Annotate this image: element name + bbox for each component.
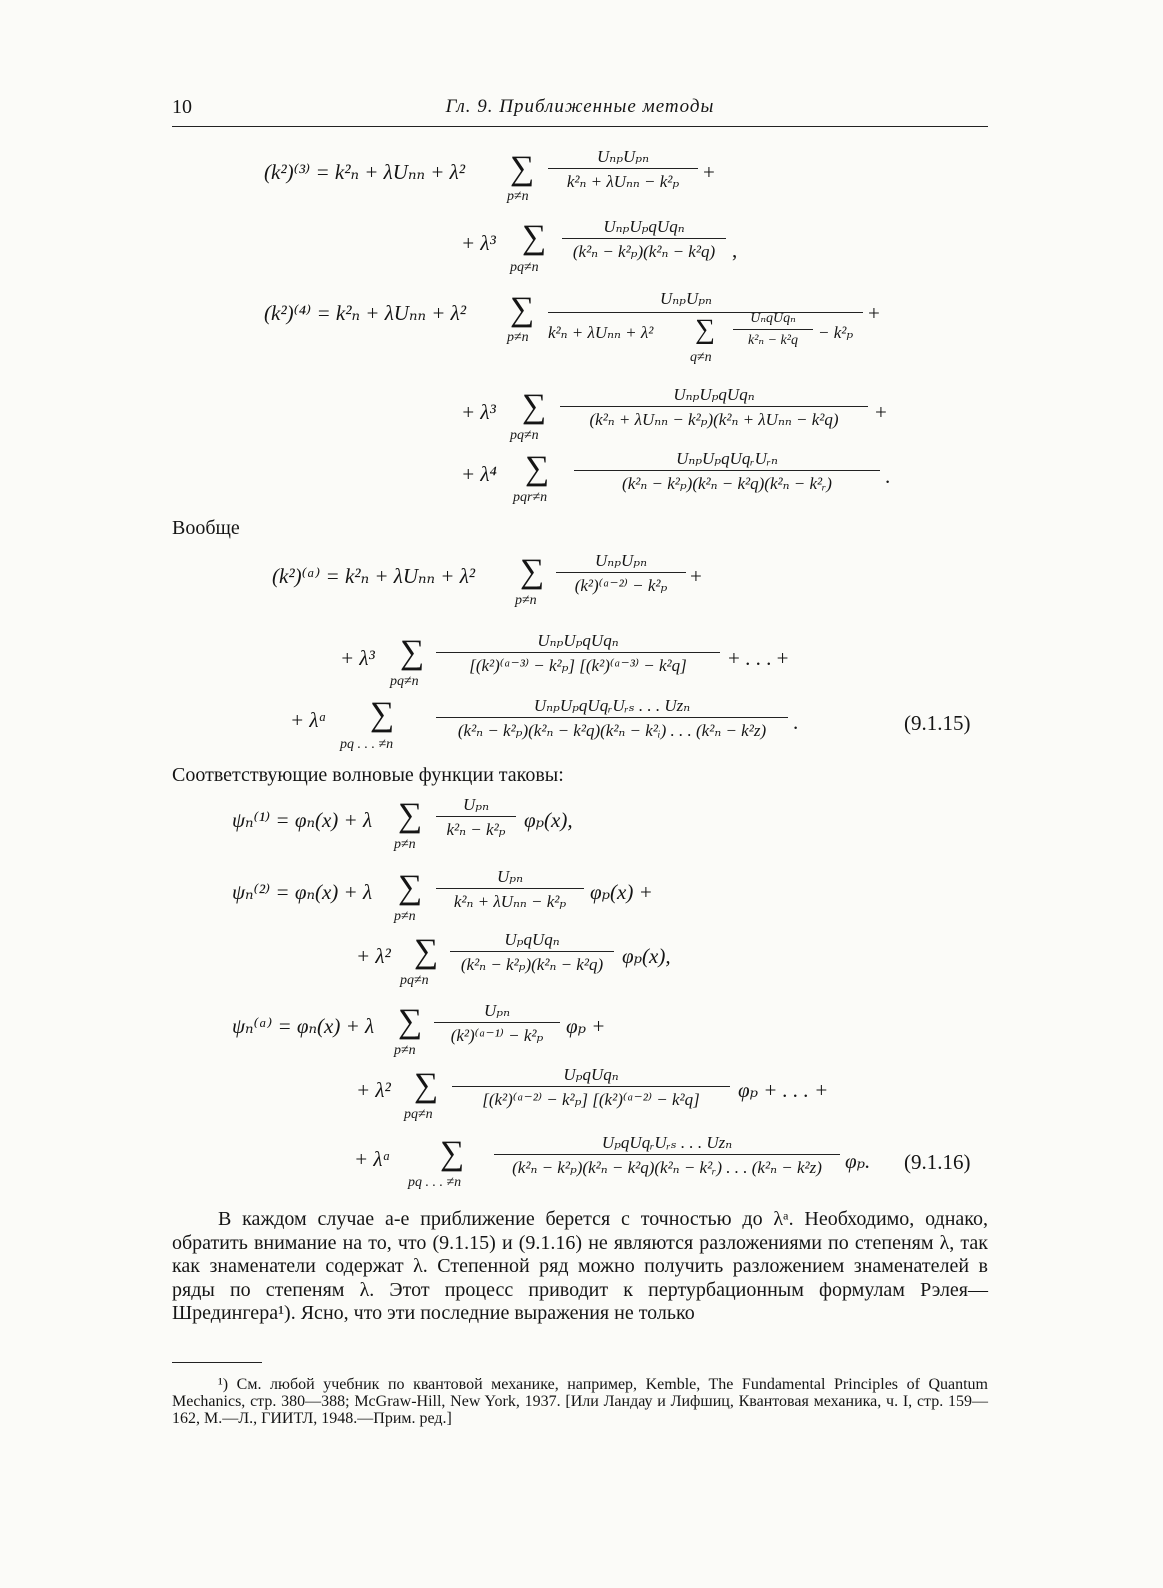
numerator: UₙₚUₚqUqᵣUᵣₙ [676,449,778,468]
denominator: (k²)⁽ᵃ⁻¹⁾ − k²ₚ [434,1022,560,1044]
sum-symbol: ∑ [370,696,395,733]
numerator: UₙₚUₚqUqₙ [673,385,755,404]
denominator: (k²ₙ − k²ₚ)(k²ₙ − k²q)(k²ₙ − k²ᵣ) [574,470,880,492]
numerator: Uₚₙ [497,867,523,886]
sum-index: pq . . . ≠n [408,1175,462,1190]
numerator: UₚqUqₙ [563,1065,619,1084]
eq-lhs: ψₙ⁽ᵃ⁾ = φₙ(x) + λ [232,1014,375,1038]
intro-word: Вообще [172,517,240,539]
equation-number: (9.1.16) [904,1150,971,1174]
numerator: UₙₚUₚqUqᵣUᵣₛ . . . Uzₙ [533,696,691,715]
denominator-part: − k²ₚ [818,323,854,342]
sum-index: p≠n [394,909,416,924]
sum-symbol: ∑ [525,450,550,487]
page-header [172,96,988,127]
denominator: (k²ₙ − k²ₚ)(k²ₙ − k²q)(k²ₙ − k²ᵣ) . . . (k²ₙ − k²z) [494,1154,840,1176]
phi-term: φₚ + [566,1014,606,1038]
sum-index: p≠n [394,837,416,852]
sum-index: pq . . . ≠n [340,737,394,752]
sum-symbol: ∑ [695,314,715,345]
numerator: UₚqUqᵣUᵣₛ . . . Uzₙ [601,1133,733,1152]
numerator: UₙₚUₚₙ [595,551,647,570]
eq-lhs: (k²)⁽³⁾ = k²ₙ + λUₙₙ + λ² [264,160,466,184]
fraction [556,552,686,594]
eq-lhs: ψₙ⁽²⁾ = φₙ(x) + λ [232,880,373,904]
sum-index: p≠n [507,330,529,345]
denominator: (k²ₙ + λUₙₙ − k²ₚ)(k²ₙ + λUₙₙ − k²q) [560,406,868,428]
denominator: (k²)⁽ᵃ⁻²⁾ − k²ₚ [556,572,686,594]
eq-lhs: ψₙ⁽¹⁾ = φₙ(x) + λ [232,808,373,832]
footnote [172,1376,988,1427]
numerator: UₙqUqₙ [750,311,796,326]
eq-lhs: (k²)⁽⁴⁾ = k²ₙ + λUₙₙ + λ² [264,301,467,325]
lambda-a: + λᵃ [290,708,327,732]
denominator: (k²ₙ − k²ₚ)(k²ₙ − k²q) [450,951,614,973]
sum-index: pq≠n [404,1107,433,1122]
running-title: Гл. 9. Приближенные методы [445,96,715,117]
denominator: k²ₙ + λUₙₙ − k²ₚ [548,168,698,190]
fraction [436,796,516,838]
numerator: Uₚₙ [463,795,489,814]
fraction [436,632,720,674]
sum-symbol: ∑ [440,1135,465,1172]
ellipsis: + . . . + [728,646,789,670]
sum-index: p≠n [394,1043,416,1058]
sum-index: pq≠n [390,674,419,689]
lambda-fourth: + λ⁴ [461,462,497,486]
inner-fraction [733,312,813,348]
phi-term: φₚ(x) + [590,880,653,904]
lambda-squared: + λ² [356,944,391,968]
numerator: Uₚₙ [484,1001,510,1020]
sum-symbol: ∑ [520,553,545,590]
fraction [434,1002,560,1044]
fraction [436,697,788,739]
fraction [450,931,614,973]
sum-index: pq≠n [510,260,539,275]
page-number: 10 [172,96,192,118]
sum-symbol: ∑ [522,219,547,256]
plus-sign: + [690,564,702,588]
numerator: UₙₚUₚqUqₙ [603,217,685,236]
lambda-cubed: + λ³ [461,231,496,255]
denominator: k²ₙ − k²q [733,329,813,348]
sum-symbol: ∑ [398,1003,423,1040]
lambda-a: + λᵃ [354,1147,391,1171]
sum-index: pqr≠n [513,490,548,505]
phi-term: φₚ. [845,1149,871,1173]
footnote-rule [172,1362,262,1363]
numerator: UₙₚUₚₙ [660,289,712,308]
sum-symbol: ∑ [510,150,535,187]
fraction [562,218,726,260]
sum-symbol: ∑ [398,797,423,834]
denominator: k²ₙ − k²ₚ [436,816,516,838]
period: . [793,710,799,734]
fraction-bar [548,312,863,313]
footnote-text: ¹) См. любой учебник по квантовой механике, например, Kemble, The Fundamental Principles of Quantum Mechanics, стр. 380—388; McGraw-Hill, New York, 1937. [Или Ландау и Лифшиц, Квантовая механика, ч. I, стр. 159—162, М.—Л., ГИИТЛ, 1948.—Прим. ред.] [172,1376,988,1427]
numerator: UₙₚUₚqUqₙ [537,631,619,650]
denominator: [(k²)⁽ᵃ⁻²⁾ − k²ₚ] [(k²)⁽ᵃ⁻²⁾ − k²q] [452,1086,730,1108]
sum-index: pq≠n [510,428,539,443]
sum-index: pq≠n [400,973,429,988]
wavefunctions-intro: Соответствующие волновые функции таковы: [172,764,564,786]
equation-number: (9.1.15) [904,711,971,735]
sum-symbol: ∑ [398,869,423,906]
phi-term: φₚ + . . . + [738,1078,829,1102]
denominator: k²ₙ + λUₙₙ − k²ₚ [436,888,584,910]
plus-sign: + [703,160,715,184]
comma: , [732,238,738,262]
denominator: [(k²)⁽ᵃ⁻³⁾ − k²ₚ] [(k²)⁽ᵃ⁻³⁾ − k²q] [436,652,720,674]
sum-index: p≠n [515,593,537,608]
denominator-part: k²ₙ + λUₙₙ + λ² [548,323,654,342]
sum-symbol: ∑ [414,933,439,970]
lambda-cubed: + λ³ [340,646,375,670]
sum-index: p≠n [507,189,529,204]
period: . [885,464,891,488]
fraction [560,386,868,428]
lambda-squared: + λ² [356,1078,391,1102]
lambda-cubed: + λ³ [461,400,496,424]
fraction [548,148,698,190]
plus-sign: + [875,400,887,424]
sum-symbol: ∑ [510,291,535,328]
denominator: (k²ₙ − k²ₚ)(k²ₙ − k²q)(k²ₙ − k²ᵢ) . . . (k²ₙ − k²z) [436,717,788,739]
sum-index: q≠n [690,350,712,365]
sum-symbol: ∑ [414,1067,439,1104]
numerator: UₙₚUₚₙ [597,147,649,166]
fraction [494,1134,840,1176]
sum-symbol: ∑ [522,388,547,425]
fraction [436,868,584,910]
sum-symbol: ∑ [400,634,425,671]
eq-lhs: (k²)⁽ᵃ⁾ = k²ₙ + λUₙₙ + λ² [272,564,476,588]
phi-term: φₚ(x), [524,808,573,832]
numerator: UₚqUqₙ [504,930,560,949]
phi-term: φₚ(x), [622,944,671,968]
fraction [452,1066,730,1108]
fraction [574,450,880,492]
plus-sign: + [868,301,880,325]
body-paragraph: В каждом случае a-е приближение берется с точностью до λᵃ. Необходимо, однако, обратить внимание на то, что (9.1.15) и (9.1.16) не являются разложениями по степеням λ, так как знаменатели содержат λ. Степенной ряд можно получить разложением знаменателей в ряды по степеням λ. Этот процесс приводит к пертурбационным формулам Рэлея—Шредингера¹). Ясно, что эти последние выражения не только [172,1208,988,1325]
denominator: (k²ₙ − k²ₚ)(k²ₙ − k²q) [562,238,726,260]
